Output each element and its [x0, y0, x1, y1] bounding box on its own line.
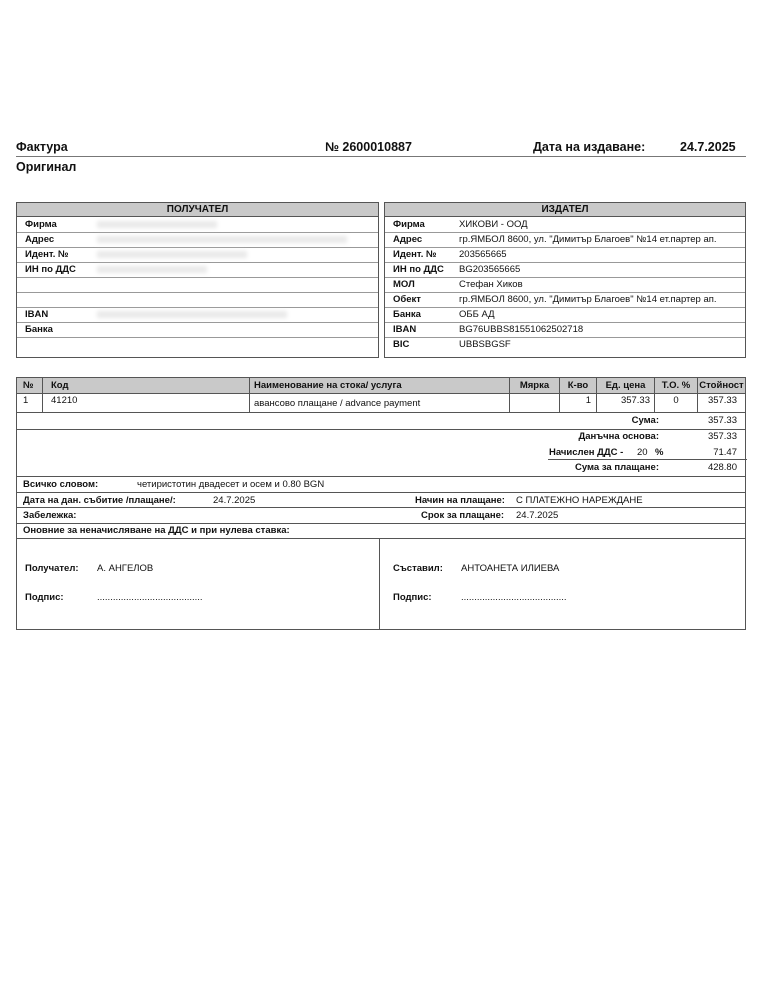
recipient-bank-label: Банка: [25, 324, 53, 335]
col-value: Стойност: [699, 380, 744, 391]
issue-date-label: Дата на издаване:: [533, 140, 646, 154]
row-value: 357.33: [707, 395, 737, 406]
issuer-id: 203565665: [459, 249, 507, 260]
issuer-vat-label: ИН по ДДС: [393, 264, 444, 275]
recipient-row: [17, 307, 378, 323]
issuer-iban: BG76UBBS81551062502718: [459, 324, 584, 335]
issuer-id-label: Идент. №: [393, 249, 437, 260]
issuer-row: [385, 262, 745, 278]
issuer-bank: ОББ АД: [459, 309, 495, 320]
event-date-label: Дата на дан. събитие /плащане/:: [23, 495, 176, 506]
recipient-address-label: Адрес: [25, 234, 55, 245]
recipient-id-label: Идент. №: [25, 249, 69, 260]
receiver-label: Получател:: [25, 563, 79, 574]
issuer-title: ИЗДАТЕЛ: [385, 203, 745, 217]
issuer-mol: Стефан Хиков: [459, 279, 523, 290]
recipient-row: [17, 217, 378, 233]
col-name: Наименование на стока/ услуга: [250, 378, 510, 393]
vat-label: Начислен ДДС -: [549, 447, 624, 458]
issuer-mol-label: МОЛ: [393, 279, 415, 290]
row-code: 41210: [43, 393, 250, 412]
issuer-address: гр.ЯМБОЛ 8600, ул. "Димитър Благоев" №14 ет.партер ап.: [459, 234, 717, 245]
issuer-row: [385, 217, 745, 233]
row-unit: [510, 393, 560, 412]
in-words-value: четиристотин двадесет и осем и 0.80 BGN: [137, 479, 325, 490]
footer-box: [16, 477, 746, 539]
event-row: [17, 492, 745, 507]
vat-basis-row: [17, 524, 745, 538]
issuer-bic: UBBSBGSF: [459, 339, 511, 350]
recipient-row: [17, 247, 378, 263]
col-code: Код: [43, 378, 250, 393]
issuer-object-label: Обект: [393, 294, 421, 305]
due-date: 24.7.2025: [516, 510, 559, 521]
note-row: [17, 508, 745, 523]
due-label: Срок за плащане:: [421, 510, 505, 521]
table-row: [17, 393, 745, 412]
issuer-row: [385, 307, 745, 323]
payable-label: Сума за плащане:: [574, 462, 659, 473]
col-discount: Т.О. %: [655, 378, 698, 393]
issuer-bank-label: Банка: [393, 309, 421, 320]
issuer-bic-label: BIC: [393, 339, 410, 350]
issuer-row: [385, 322, 745, 338]
event-date: 24.7.2025: [213, 495, 256, 506]
compiler-name: АНТОАНЕТА ИЛИЕВА: [461, 563, 560, 574]
col-qty: К-во: [560, 378, 597, 393]
issuer-firm: ХИКОВИ - ООД: [459, 219, 528, 230]
recipient-row: [17, 277, 378, 293]
issuer-box: [384, 202, 746, 358]
vat-value: 71.47: [713, 447, 737, 458]
issuer-address-label: Адрес: [393, 234, 423, 245]
recipient-vat-label: ИН по ДДС: [25, 264, 76, 275]
totals-box: [16, 413, 746, 477]
totals-row: [17, 413, 745, 430]
row-price: 357.33: [597, 393, 655, 412]
col-unit: Мярка: [510, 378, 560, 393]
issuer-row: [385, 337, 745, 352]
payment-method-label: Начин на плащане:: [415, 495, 505, 506]
recipient-row: [17, 232, 378, 248]
issuer-row: [385, 232, 745, 248]
row-qty: 1: [560, 393, 597, 412]
sum-label: Сума:: [631, 415, 659, 426]
copy-type: Оригинал: [16, 160, 77, 174]
payment-method: С ПЛАТЕЖНО НАРЕЖДАНЕ: [516, 495, 643, 506]
recipient-iban-label: IBAN: [25, 309, 49, 320]
row-name: авансово плащане / advance payment: [250, 393, 510, 412]
table-header-row: [17, 378, 745, 394]
in-words-row: [17, 477, 745, 493]
recipient-box: [16, 202, 379, 358]
receiver-name: А. АНГЕЛОВ: [97, 563, 154, 574]
payable-value: 428.80: [707, 462, 737, 473]
issue-date: 24.7.2025: [680, 140, 736, 154]
invoice-number: № 2600010887: [325, 140, 412, 154]
compiler-sign-label: Подпис:: [393, 592, 432, 603]
compiler-sign-line: ........................................: [461, 592, 567, 603]
row-discount: 0: [655, 393, 698, 412]
totals-row: [17, 444, 745, 459]
row-no: 1: [17, 393, 43, 412]
header-rule: [16, 156, 746, 157]
recipient-row: [17, 262, 378, 278]
note-label: Забележка:: [23, 510, 77, 521]
document-type: Фактура: [16, 140, 68, 154]
issuer-row: [385, 277, 745, 293]
issuer-iban-label: IBAN: [393, 324, 417, 335]
totals-row: [17, 429, 745, 444]
tax-base-value: 357.33: [707, 431, 737, 442]
in-words-label: Всичко словом:: [23, 479, 99, 490]
receiver-sign-line: ........................................: [97, 592, 203, 603]
sum-value: 357.33: [707, 415, 737, 426]
tax-base-label: Данъчна основа:: [578, 431, 659, 442]
issuer-object: гр.ЯМБОЛ 8600, ул. "Димитър Благоев" №14 ет.партер ап.: [459, 294, 717, 305]
col-price: Ед. цена: [597, 378, 655, 393]
vat-percent-sign: %: [655, 447, 664, 458]
recipient-title: ПОЛУЧАТЕЛ: [17, 203, 378, 217]
compiler-label: Съставил:: [393, 563, 443, 574]
receiver-sign-label: Подпис:: [25, 592, 64, 603]
col-no: №: [17, 378, 43, 393]
vat-basis-label: Оновние за неначисляване на ДДС и при нулева ставка:: [23, 525, 290, 536]
recipient-row: [17, 337, 378, 352]
recipient-row: [17, 322, 378, 338]
recipient-row: [17, 292, 378, 308]
issuer-firm-label: Фирма: [393, 219, 425, 230]
vat-rate: 20: [637, 447, 648, 458]
signatures-box: [16, 538, 746, 630]
issuer-row: [385, 247, 745, 263]
totals-row: [17, 460, 745, 475]
issuer-vat: BG203565665: [459, 264, 521, 275]
items-table: [16, 377, 746, 413]
recipient-firm-label: Фирма: [25, 219, 57, 230]
issuer-row: [385, 292, 745, 308]
